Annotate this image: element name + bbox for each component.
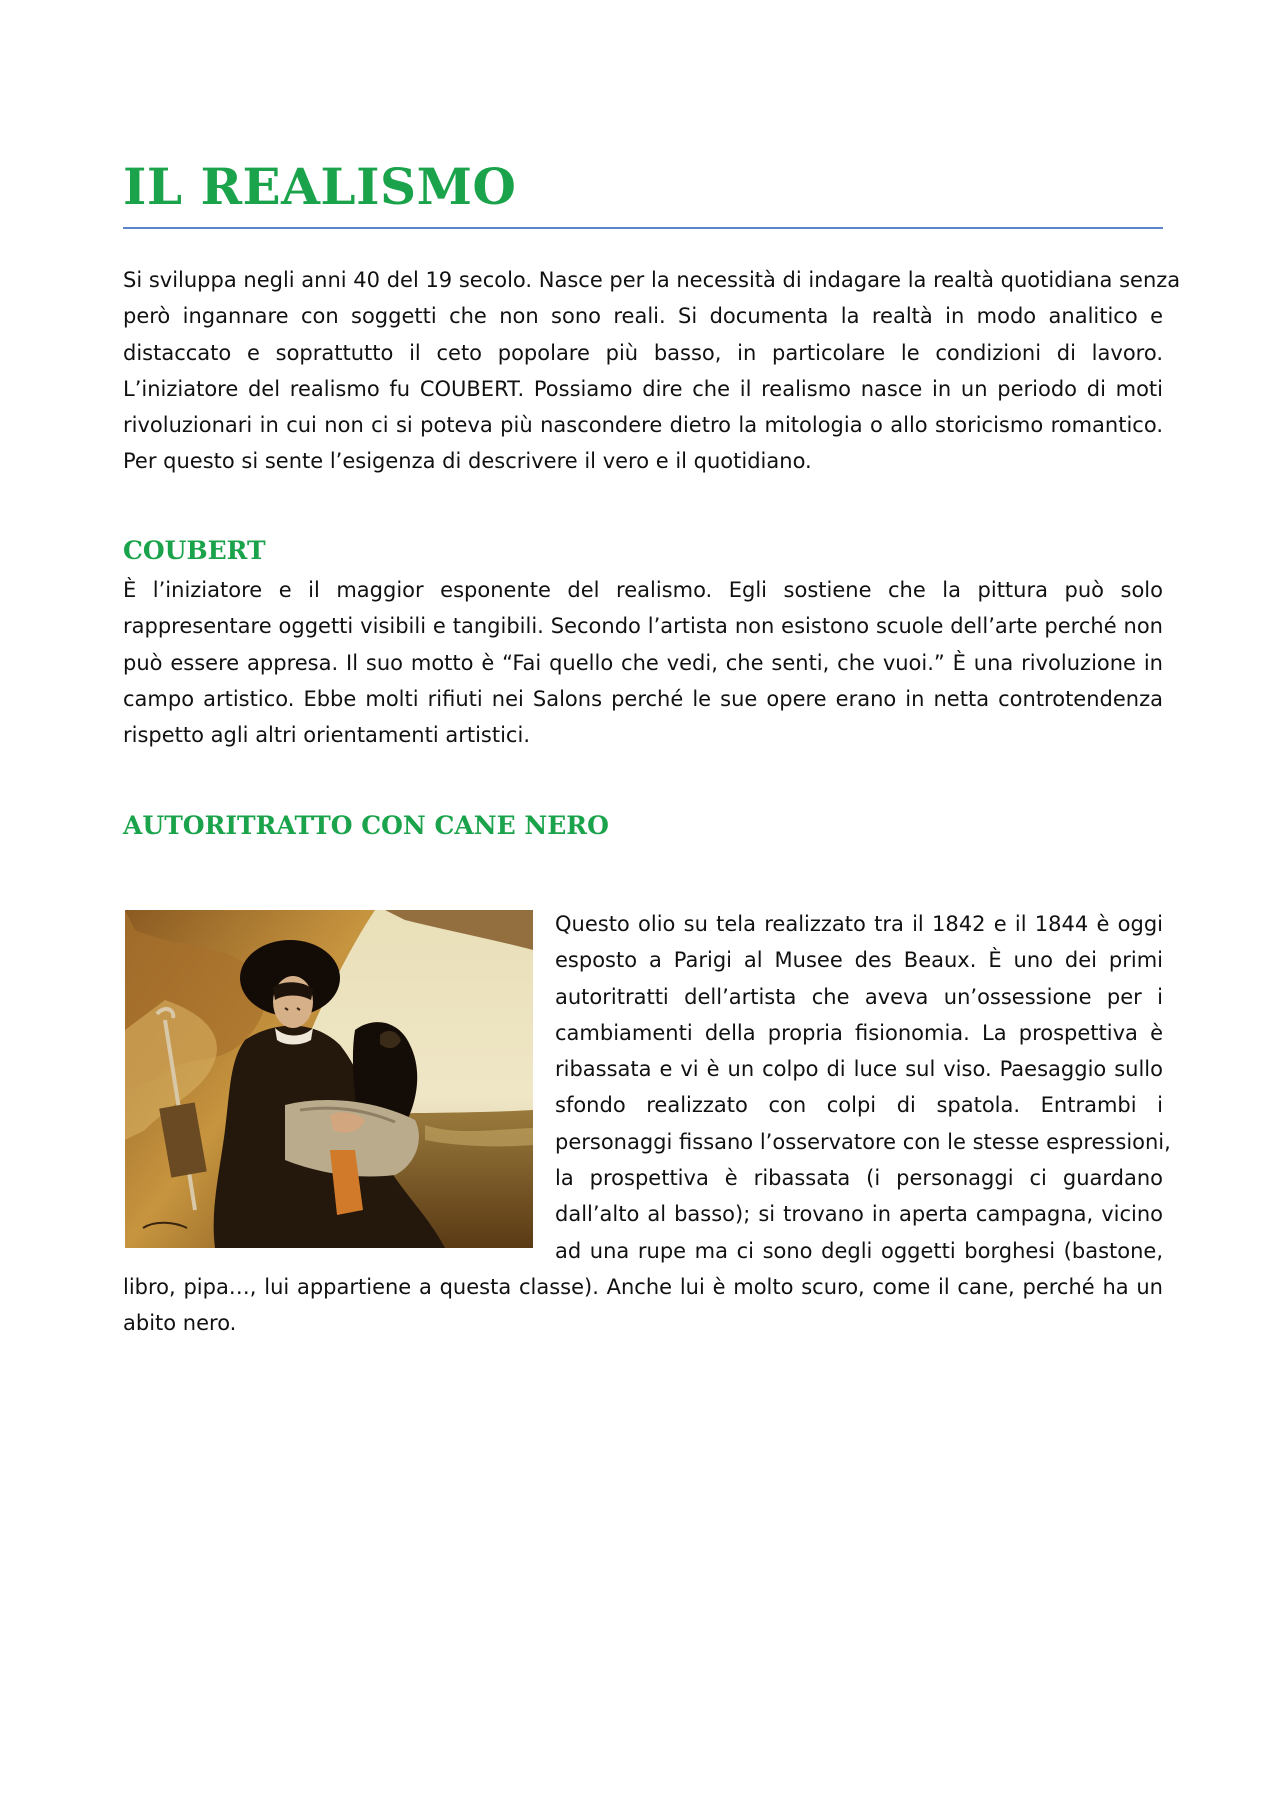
description-line: esposto a Parigi al Musee des Beaux. È uno dei primi bbox=[555, 948, 1163, 973]
description-line: personaggi fissano l’osservatore con le stesse espressioni, bbox=[555, 1129, 1171, 1154]
coubert-line: può essere appresa. Il suo motto è “Fai quello che vedi, che senti, che vuoi.” È una rivoluzione in bbox=[123, 650, 1163, 675]
coubert-line: rispetto agli altri orientamenti artistici. bbox=[123, 723, 530, 748]
intro-line: rivoluzionari in cui non ci si poteva più nascondere dietro la mitologia o allo storicismo romantico. bbox=[123, 413, 1163, 438]
coubert-line: È l’iniziatore e il maggior esponente del realismo. Egli sostiene che la pittura può solo bbox=[123, 578, 1163, 602]
description-line: ad una rupe ma ci sono degli oggetti borghesi (bastone, bbox=[555, 1238, 1163, 1263]
intro-line: distaccato e soprattutto il ceto popolare più basso, in particolare le condizioni di lavoro. bbox=[123, 340, 1163, 365]
section-heading-coubert: COUBERT bbox=[123, 536, 266, 565]
description-line: cambiamenti della propria fisionomia. La prospettiva è bbox=[555, 1020, 1163, 1045]
painting-description-continued bbox=[123, 1269, 1163, 1342]
page-title: IL REALISMO bbox=[123, 157, 517, 216]
description-line: abito nero. bbox=[123, 1311, 237, 1336]
description-line: autoritratti dell’artista che aveva un’ossessione per i bbox=[555, 984, 1163, 1009]
intro-line: L’iniziatore del realismo fu COUBERT. Possiamo dire che il realismo nasce in un periodo di moti bbox=[123, 376, 1163, 401]
intro-line: Si sviluppa negli anni 40 del 19 secolo. Nasce per la necessità di indagare la realtà quotidiana senza bbox=[123, 268, 1181, 292]
intro-line: Per questo si sente l’esigenza di descrivere il vero e il quotidiano. bbox=[123, 449, 812, 474]
description-line: libro, pipa…, lui appartiene a questa classe). Anche lui è molto scuro, come il cane, perché ha un bbox=[123, 1275, 1163, 1299]
coubert-line: rappresentare oggetti visibili e tangibili. Secondo l’artista non esistono scuole dell’arte perché non bbox=[123, 614, 1163, 639]
intro-paragraph bbox=[123, 262, 1181, 480]
description-line: Questo olio su tela realizzato tra il 1842 e il 1844 è oggi bbox=[555, 912, 1163, 936]
coubert-paragraph bbox=[123, 572, 1163, 753]
coubert-line: campo artistico. Ebbe molti rifiuti nei Salons perché le sue opere erano in netta controtendenza bbox=[123, 686, 1163, 711]
description-line: sfondo realizzato con colpi di spatola. Entrambi i bbox=[555, 1093, 1163, 1118]
description-line: ribassata e vi è un colpo di luce sul viso. Paesaggio sullo bbox=[555, 1057, 1163, 1082]
painting-image bbox=[125, 910, 533, 1248]
title-underline bbox=[123, 227, 1163, 229]
intro-line: però ingannare con soggetti che non sono reali. Si documenta la realtà in modo analitico e bbox=[123, 304, 1163, 329]
description-line: la prospettiva è ribassata (i personaggi ci guardano bbox=[555, 1166, 1163, 1191]
painting-description bbox=[555, 906, 1171, 1269]
description-line: dall’alto al basso); si trovano in aperta campagna, vicino bbox=[555, 1202, 1163, 1227]
section-heading-autoritratto: AUTORITRATTO CON CANE NERO bbox=[123, 811, 609, 840]
